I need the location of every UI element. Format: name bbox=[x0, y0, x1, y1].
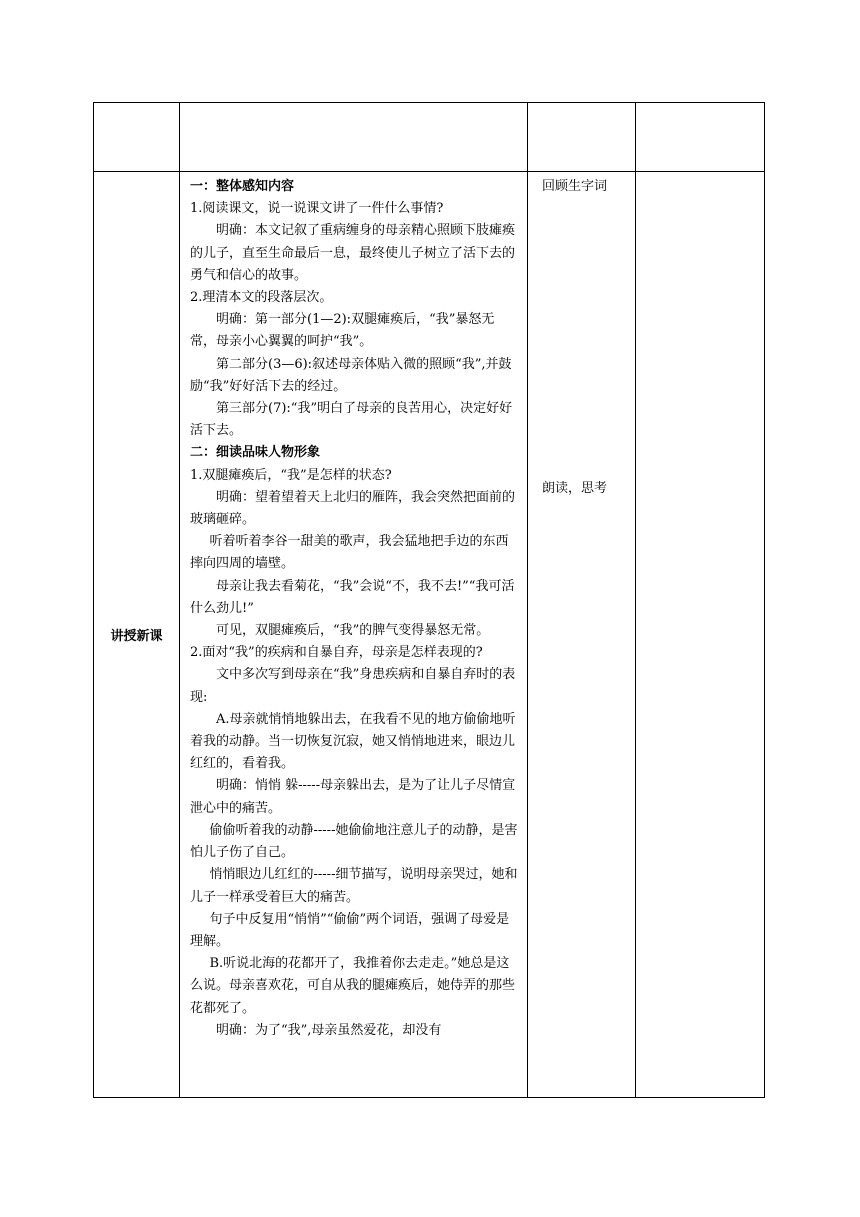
section-heading: 一：整体感知内容 bbox=[190, 179, 295, 194]
header-cell-4 bbox=[636, 103, 765, 172]
content-paragraph: 母亲让我去看菊花，“我”会说“不，我不去!”“我可活什么劲儿!” bbox=[190, 578, 515, 616]
section-label: 讲授新课 bbox=[94, 172, 180, 1098]
content-paragraph: 文中多次写到母亲在“我”身患疾病和自暴自弃时的表现: bbox=[190, 667, 516, 705]
content-paragraph: 可见，双腿瘫痪后，“我”的脾气变得暴怒无常。 bbox=[216, 623, 490, 639]
content-paragraph: 2.理清本文的段落层次。 bbox=[190, 290, 333, 306]
header-cell-3 bbox=[528, 103, 636, 172]
header-cell-2 bbox=[180, 103, 528, 172]
content-paragraph: 1.双腿瘫痪后，“我”是怎样的状态? bbox=[190, 467, 392, 483]
content-paragraph: 明确：悄悄 躲-----母亲躲出去，是为了让儿子尽情宣泄心中的痛苦。 bbox=[190, 778, 516, 816]
content-paragraph: 2.面对“我”的疾病和自暴自弃，母亲是怎样表现的? bbox=[190, 645, 483, 661]
table-row bbox=[94, 172, 765, 1098]
remarks-cell bbox=[636, 172, 765, 1098]
table-row bbox=[94, 103, 765, 172]
header-cell-1 bbox=[94, 103, 180, 172]
content-paragraph: B.听说北海的花都开了，我推着你去走走。”她总是这么说。母亲喜欢花，可自从我的腿瘫痪后，她侍弄的那些花都死了。 bbox=[190, 956, 516, 1016]
content-paragraph: 悄悄眼边儿红红的-----细节描写，说明母亲哭过，她和儿子一样承受着巨大的痛苦。 bbox=[190, 867, 518, 905]
content-paragraph: A.母亲就悄悄地躲出去，在我看不见的地方偷偷地听着我的动静。当一切恢复沉寂，她又悄悄地进来，眼边儿红红的，看着我。 bbox=[190, 711, 516, 772]
content-paragraph: 第二部分(3—6):叙述母亲体贴入微的照顾“我”,并鼓励“我”好好活下去的经过。 bbox=[190, 356, 512, 394]
content-paragraph: 明确：本文记叙了重病缠身的母亲精心照顾下肢瘫痪的儿子，直至生命最后一息，最终使儿子树立了活下去的勇气和信心的故事。 bbox=[190, 223, 516, 283]
content-paragraph: 明确：第一部分(1—2):双腿瘫痪后，“我”暴怒无常，母亲小心翼翼的呵护“我”。 bbox=[190, 312, 495, 350]
content-paragraph: 明确：为了“我”,母亲虽然爱花，却没有 bbox=[216, 1022, 442, 1038]
activity-note-review: 回顾生字词 bbox=[542, 179, 608, 194]
activity-cell bbox=[528, 172, 636, 1098]
content-paragraph: 第三部分(7):“我”明白了母亲的良苦用心，决定好好活下去。 bbox=[190, 401, 513, 439]
content-paragraph: 偷偷听着我的动静-----她偷偷地注意儿子的动静，是害怕儿子伤了自己。 bbox=[190, 822, 518, 861]
content-paragraph: 明确：望着望着天上北归的雁阵，我会突然把面前的玻璃砸碎。 bbox=[190, 489, 516, 528]
activity-note-read: 朗读，思考 bbox=[542, 481, 608, 496]
content-paragraph: 句子中反复用“悄悄”“偷偷”两个词语，强调了母爱是理解。 bbox=[190, 911, 510, 949]
lesson-content bbox=[180, 172, 527, 1042]
section-heading: 二：细读品味人物形象 bbox=[190, 445, 321, 461]
content-paragraph: 1.阅读课文，说一说课文讲了一件什么事情? bbox=[190, 201, 444, 217]
content-cell bbox=[180, 172, 528, 1098]
content-paragraph: 听着听着李谷一甜美的歌声，我会猛地把手边的东西摔向四周的墙壁。 bbox=[190, 534, 509, 572]
lesson-plan-table bbox=[93, 102, 765, 1098]
